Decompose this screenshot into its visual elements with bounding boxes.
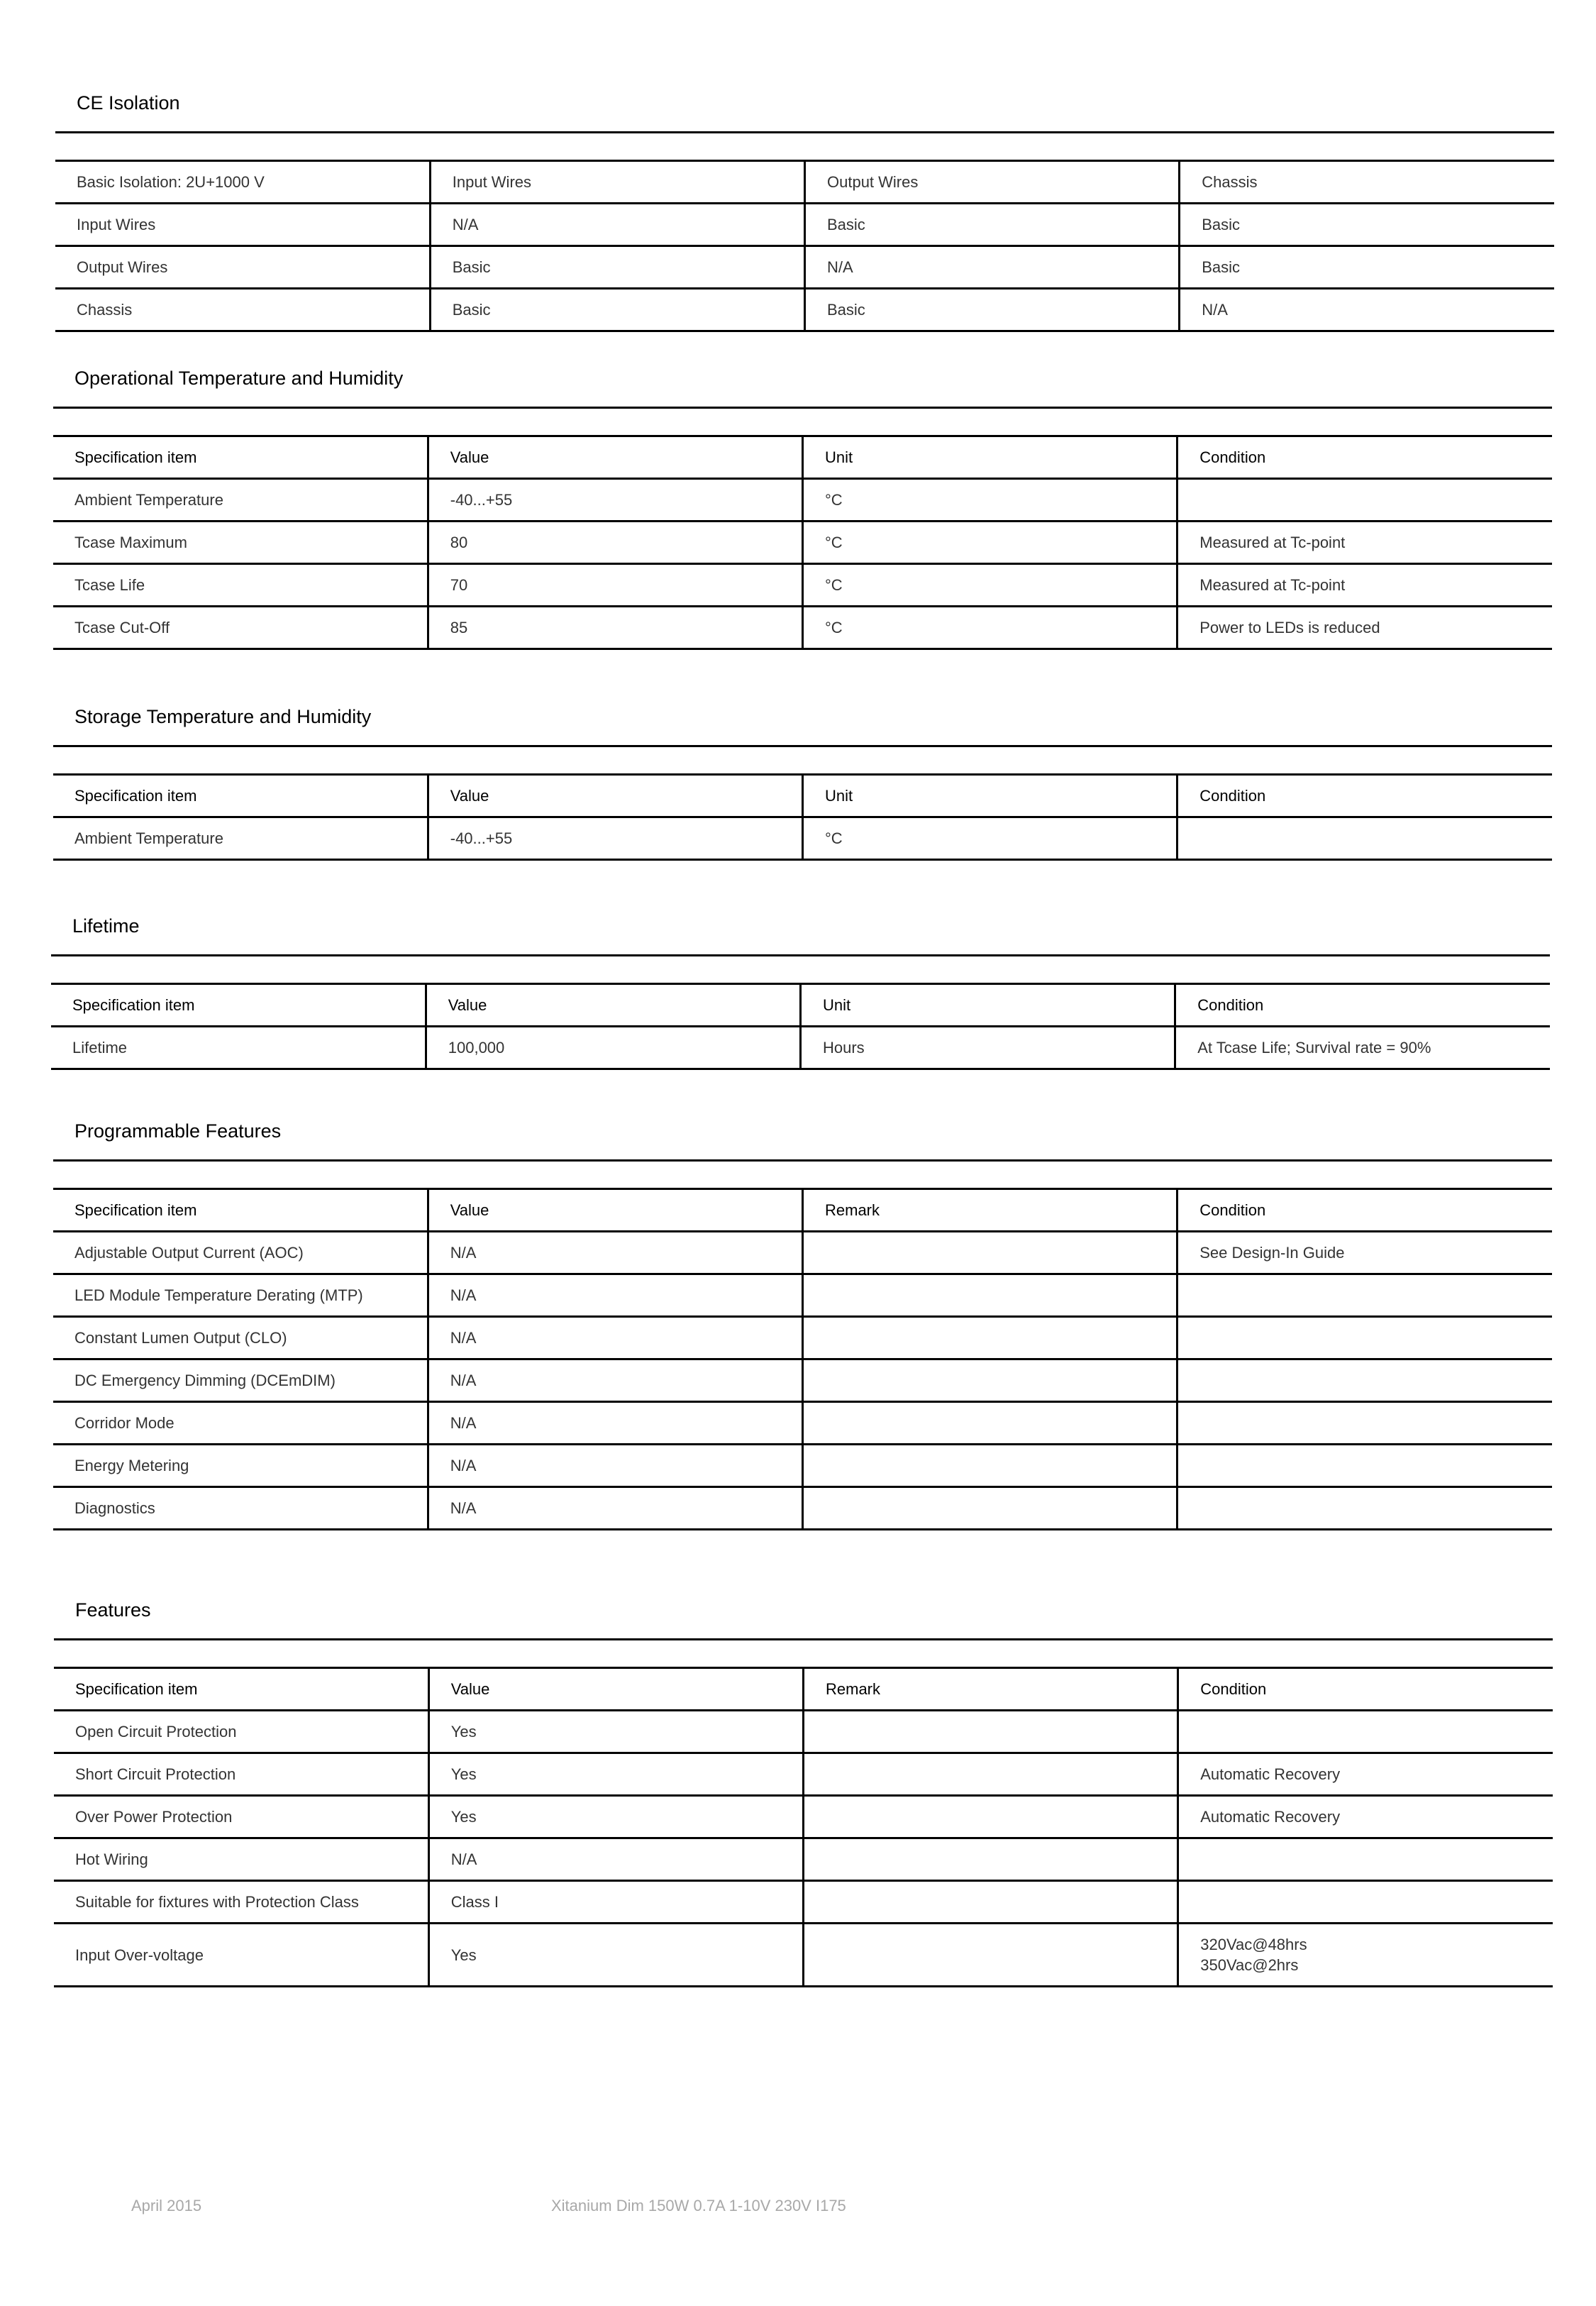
table-cell: DC Emergency Dimming (DCEmDIM)	[53, 1359, 428, 1402]
table-cell: Ambient Temperature	[53, 817, 428, 860]
table-cell: Input Wires	[55, 204, 430, 246]
storage-temperature-section	[53, 699, 1552, 861]
table-cell: N/A	[428, 1487, 802, 1530]
table-cell	[1178, 1881, 1553, 1924]
table-cell: Measured at Tc-point	[1177, 522, 1552, 564]
table-cell	[1178, 1838, 1553, 1881]
table-cell: N/A	[805, 246, 1180, 289]
table-cell: Yes	[428, 1711, 803, 1753]
table-cell: Constant Lumen Output (CLO)	[53, 1317, 428, 1359]
table-cell: Over Power Protection	[54, 1796, 428, 1838]
table-cell: Suitable for fixtures with Protection Class	[54, 1881, 428, 1924]
table-cell	[1177, 817, 1552, 860]
table-row	[55, 289, 1554, 331]
operational-temperature-section	[53, 360, 1552, 650]
table-cell: °C	[803, 607, 1177, 649]
table-row	[53, 817, 1552, 860]
table-header-row	[55, 161, 1554, 204]
table-cell: Tcase Maximum	[53, 522, 428, 564]
table-cell	[803, 1445, 1177, 1487]
table-cell	[1178, 1711, 1553, 1753]
table-cell	[1177, 479, 1552, 522]
section-title: Storage Temperature and Humidity	[53, 699, 1552, 747]
section-title: Operational Temperature and Humidity	[53, 360, 1552, 409]
table-cell: Automatic Recovery	[1178, 1796, 1553, 1838]
table-header-cell: Condition	[1175, 984, 1550, 1027]
table-row	[53, 479, 1552, 522]
table-cell: Lifetime	[51, 1027, 426, 1069]
table-cell: °C	[803, 564, 1177, 607]
storage-temperature-table	[53, 773, 1552, 861]
table-header-row	[53, 775, 1552, 817]
table-cell: N/A	[428, 1445, 802, 1487]
table-cell: N/A	[428, 1359, 802, 1402]
table-row	[55, 204, 1554, 246]
table-cell: Basic Isolation: 2U+1000 V	[55, 161, 430, 204]
table-cell	[1177, 1317, 1552, 1359]
programmable-features-table	[53, 1188, 1552, 1530]
lifetime-table	[51, 983, 1550, 1070]
table-cell: N/A	[430, 204, 804, 246]
table-cell: Tcase Life	[53, 564, 428, 607]
table-header-cell: Condition	[1177, 1189, 1552, 1232]
table-header-row	[54, 1668, 1553, 1711]
table-header-cell: Specification item	[53, 436, 428, 479]
table-header-cell: Condition	[1177, 436, 1552, 479]
operational-temperature-table	[53, 435, 1552, 650]
table-row	[53, 1445, 1552, 1487]
table-cell: 85	[428, 607, 802, 649]
table-cell: At Tcase Life; Survival rate = 90%	[1175, 1027, 1550, 1069]
programmable-features-section	[53, 1113, 1552, 1530]
table-cell	[803, 1402, 1177, 1445]
table-header-row	[53, 436, 1552, 479]
table-cell	[1177, 1359, 1552, 1402]
table-header-cell: Unit	[801, 984, 1175, 1027]
table-cell	[804, 1711, 1178, 1753]
table-cell: See Design-In Guide	[1177, 1232, 1552, 1274]
table-cell: Power to LEDs is reduced	[1177, 607, 1552, 649]
footer-product-name: Xitanium Dim 150W 0.7A 1-10V 230V I175	[551, 2197, 846, 2214]
table-header-cell: Condition	[1177, 775, 1552, 817]
table-cell	[1177, 1274, 1552, 1317]
table-cell	[803, 1232, 1177, 1274]
table-cell	[804, 1924, 1178, 1987]
table-row	[53, 1274, 1552, 1317]
table-cell: Tcase Cut-Off	[53, 607, 428, 649]
table-row	[53, 1359, 1552, 1402]
table-cell	[1177, 1402, 1552, 1445]
table-row	[53, 522, 1552, 564]
table-header-cell: Value	[428, 1668, 803, 1711]
table-cell: Basic	[1180, 204, 1554, 246]
features-table	[54, 1667, 1553, 1987]
table-header-cell: Unit	[803, 436, 1177, 479]
table-cell: °C	[803, 479, 1177, 522]
table-cell: Hot Wiring	[54, 1838, 428, 1881]
table-cell: Chassis	[55, 289, 430, 331]
table-cell: Basic	[430, 246, 804, 289]
table-cell	[803, 1317, 1177, 1359]
table-cell	[803, 1359, 1177, 1402]
footer-date: April 2015	[131, 2197, 202, 2214]
section-title: Features	[54, 1592, 1553, 1640]
table-row	[53, 1317, 1552, 1359]
table-row	[53, 1232, 1552, 1274]
table-row	[53, 1402, 1552, 1445]
ce-isolation-table	[55, 160, 1554, 332]
table-cell: Diagnostics	[53, 1487, 428, 1530]
table-cell	[1177, 1487, 1552, 1530]
table-cell: Input Over-voltage	[54, 1924, 428, 1987]
ce-isolation-section	[55, 85, 1554, 332]
table-row	[53, 564, 1552, 607]
table-row	[54, 1924, 1553, 1987]
table-cell: LED Module Temperature Derating (MTP)	[53, 1274, 428, 1317]
table-cell: Yes	[428, 1924, 803, 1987]
table-cell: Corridor Mode	[53, 1402, 428, 1445]
table-cell: °C	[803, 522, 1177, 564]
section-title: Programmable Features	[53, 1113, 1552, 1162]
table-cell: Output Wires	[805, 161, 1180, 204]
table-row	[54, 1753, 1553, 1796]
table-header-cell: Remark	[803, 1189, 1177, 1232]
table-cell	[804, 1881, 1178, 1924]
table-cell: 80	[428, 522, 802, 564]
table-row	[54, 1796, 1553, 1838]
table-header-cell: Unit	[803, 775, 1177, 817]
table-cell: Open Circuit Protection	[54, 1711, 428, 1753]
table-cell: -40...+55	[428, 817, 802, 860]
section-title: Lifetime	[51, 908, 1550, 956]
table-cell: Basic	[1180, 246, 1554, 289]
table-cell: N/A	[1180, 289, 1554, 331]
table-cell: Input Wires	[430, 161, 804, 204]
table-header-cell: Condition	[1178, 1668, 1553, 1711]
table-cell: Basic	[805, 204, 1180, 246]
table-cell	[803, 1487, 1177, 1530]
table-cell: Measured at Tc-point	[1177, 564, 1552, 607]
table-row	[55, 246, 1554, 289]
table-cell: Yes	[428, 1753, 803, 1796]
table-row	[54, 1881, 1553, 1924]
section-title: CE Isolation	[55, 85, 1554, 133]
table-cell: °C	[803, 817, 1177, 860]
table-header-cell: Value	[428, 436, 802, 479]
table-cell: N/A	[428, 1232, 802, 1274]
table-cell	[804, 1838, 1178, 1881]
table-cell: Ambient Temperature	[53, 479, 428, 522]
table-header-cell: Value	[428, 775, 802, 817]
table-cell: N/A	[428, 1274, 802, 1317]
table-cell: Short Circuit Protection	[54, 1753, 428, 1796]
features-section	[54, 1592, 1553, 1987]
lifetime-section	[51, 908, 1550, 1070]
table-cell: 100,000	[426, 1027, 800, 1069]
table-cell: Adjustable Output Current (AOC)	[53, 1232, 428, 1274]
table-cell	[804, 1796, 1178, 1838]
table-header-row	[51, 984, 1550, 1027]
table-cell: Automatic Recovery	[1178, 1753, 1553, 1796]
table-cell: Yes	[428, 1796, 803, 1838]
table-cell: Basic	[430, 289, 804, 331]
table-cell: Chassis	[1180, 161, 1554, 204]
table-header-cell: Value	[426, 984, 800, 1027]
table-cell	[804, 1753, 1178, 1796]
table-header-row	[53, 1189, 1552, 1232]
table-cell: -40...+55	[428, 479, 802, 522]
table-cell: Basic	[805, 289, 1180, 331]
table-cell: N/A	[428, 1838, 803, 1881]
table-cell: Output Wires	[55, 246, 430, 289]
table-header-cell: Specification item	[54, 1668, 428, 1711]
table-header-cell: Specification item	[53, 775, 428, 817]
table-cell: Hours	[801, 1027, 1175, 1069]
table-cell: N/A	[428, 1317, 802, 1359]
table-cell: 320Vac@48hrs 350Vac@2hrs	[1178, 1924, 1553, 1987]
table-header-cell: Specification item	[51, 984, 426, 1027]
table-header-cell: Specification item	[53, 1189, 428, 1232]
table-row	[54, 1838, 1553, 1881]
table-row	[54, 1711, 1553, 1753]
table-row	[53, 607, 1552, 649]
table-cell: 70	[428, 564, 802, 607]
table-cell: Class I	[428, 1881, 803, 1924]
table-cell	[1177, 1445, 1552, 1487]
table-cell	[803, 1274, 1177, 1317]
table-header-cell: Value	[428, 1189, 802, 1232]
table-row	[51, 1027, 1550, 1069]
table-header-cell: Remark	[804, 1668, 1178, 1711]
table-row	[53, 1487, 1552, 1530]
table-cell: N/A	[428, 1402, 802, 1445]
table-cell: Energy Metering	[53, 1445, 428, 1487]
